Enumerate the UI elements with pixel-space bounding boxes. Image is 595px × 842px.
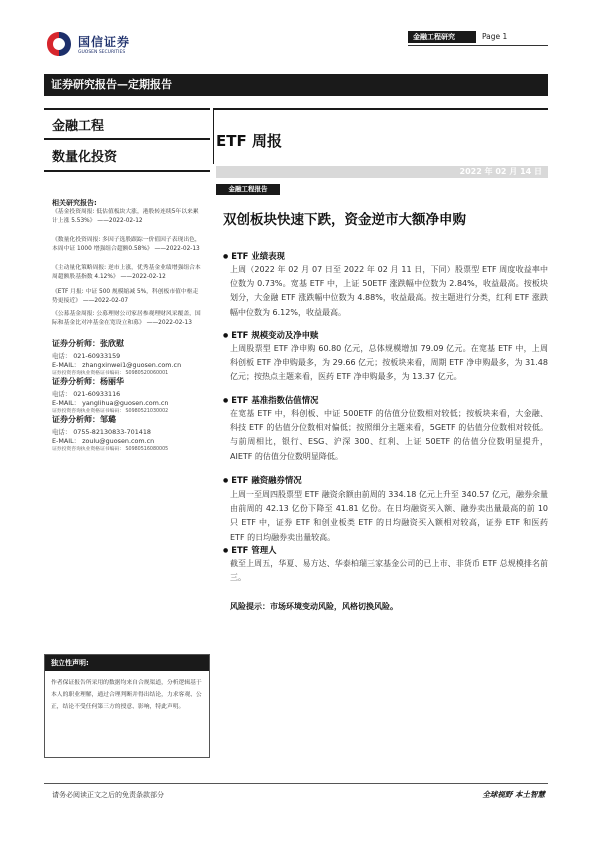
related-report[interactable]: 《基金投资周报: 低估值板块大涨，港股转连续5年以来累计上涨 5.53%》 ——2022-02-12 — [52, 209, 199, 224]
category-primary: 金融工程 — [52, 119, 105, 134]
header-tag: 金融工程研究 — [408, 31, 476, 43]
related-reports-heading: 相关研究报告: — [52, 199, 97, 207]
section-tag: 金融工程报告 — [216, 184, 280, 195]
section-heading-performance: ● ETF 业绩表现 — [223, 250, 285, 262]
related-report[interactable]: 《公募基金周报: 公募理财公司家居参观理财风采覆盖，国际和基金比对冲基金在宽设立和募》 ——2022-02-13 — [52, 311, 201, 326]
risk-warning: 风险提示：市场环境变动风险，风格切换风险。 — [230, 602, 398, 611]
section-body-performance: 上周（2022 年 02 月 07 日至 2022 年 02 月 11 日，下同）股票型 ETF 周度收益率中位数为 0.73%。宽基 ETF 中，上证 50ETF 涨跌幅中位数为 2.84%，收益最高。按板块划分，大金融 ETF 涨跌幅中位数为 4.88%，收益最高。按主题进行分类，红利 ETF 涨跌幅中位数为 6.12%，收益最高。 — [230, 265, 548, 317]
category-rule-middle — [44, 138, 210, 140]
section-body-valuation: 在宽基 ETF 中，科创板、中证 500ETF 的估值分位数相对较低；按板块来看，大金融、科技 ETF 的估值分位数相对偏低；按照细分主题来看，5GETF 的估值分位数相对较低。与前周相比，银行、ESG、沪深 300、红利、上证 50ETF 的估值分位数明显提升，AIETF 的估值分位数明显降低。 — [230, 409, 548, 461]
footer-divider — [44, 783, 548, 784]
report-date: 2022 年 02 月 14 日 — [459, 167, 542, 176]
analyst-phone: 电话： 021-60933116 — [52, 390, 121, 398]
company-logo — [44, 30, 144, 60]
section-heading-flows: ● ETF 规模变动及净申赎 — [223, 329, 318, 341]
banner-text: 证券研究报告—定期报告 — [51, 78, 172, 91]
section-heading-margin: ● ETF 融资融券情况 — [223, 474, 302, 486]
independence-statement-box — [44, 654, 210, 758]
logo-name-cn: 国信证券 — [78, 35, 131, 49]
date-band — [216, 166, 548, 178]
category-secondary: 数量化投资 — [52, 150, 118, 165]
title-divider — [213, 108, 214, 164]
report-title: ETF 周报 — [216, 132, 282, 150]
independence-statement-text: 作者保证报告所采用的数据均来自合规渠道，分析逻辑基于本人的职业理解，通过合理判断并得出结论，力求客观、公正，结论不受任何第三方的授意、影响，特此声明。 — [51, 680, 202, 710]
analyst-name: 证券分析师：张欣慰 — [52, 338, 124, 348]
header-divider — [408, 45, 548, 46]
footer-slogan: 全球视野 本土智慧 — [482, 790, 545, 799]
analyst-phone: 电话： 0755-82130833-701418 — [52, 428, 152, 436]
analyst-email[interactable]: E-MAIL： zhangxinwei1@guosen.com.cn — [52, 361, 182, 369]
related-report[interactable]: 《主动量化策略周报: 逆市上涨，优秀基金业绩增强组合本周超额股基指数 4.12%》 ——2022-02-12 — [52, 265, 201, 280]
logo-mark-icon — [44, 30, 74, 58]
analyst-email[interactable]: E-MAIL： yanglihua@guosen.com.cn — [52, 399, 169, 407]
analyst-cert: 证券投资咨询执业资格证书编码： S0980521030002 — [52, 409, 169, 414]
category-rule-bottom — [44, 170, 210, 172]
logo-name-en: GUOSEN SECURITIES — [78, 50, 126, 55]
section-heading-valuation: ● ETF 基准指数估值情况 — [223, 394, 318, 406]
section-body-margin: 上周一至周四股票型 ETF 融资余额由前周的 334.18 亿元上升至 340.57 亿元，融券余量由前周的 42.13 亿份下降至 41.81 亿份。在日均融资买入额、融券卖出量最高的前 10 只 ETF 中，证券 ETF 和创业板类 ETF 的日均融资买入额相对较高，证券 ETF 和医药 ETF 的日均融券卖出量较高。 — [230, 490, 548, 542]
section-body-managers: 截至上周五，华夏、易方达、华泰柏瑞三家基金公司的已上市、非货币 ETF 总规模排名前三。 — [230, 559, 548, 583]
section-heading-managers: ● ETF 管理人 — [223, 544, 276, 556]
page-number: Page 1 — [482, 32, 508, 41]
analyst-email[interactable]: E-MAIL： zoulu@guosen.com.cn — [52, 437, 155, 445]
report-type-banner — [44, 74, 548, 96]
related-report[interactable]: 《数量化投资周报: 多因子选股跟踪一价值因子表现出色，本周中证 1000 增强组合超额0.58%》 ——2022-02-13 — [52, 237, 201, 252]
footer-disclaimer-note: 请务必阅读正文之后的免责条款部分 — [52, 791, 164, 799]
analyst-name: 证券分析师：邹璐 — [52, 414, 116, 424]
page-header — [408, 31, 548, 43]
section-body-flows: 上周股票型 ETF 净申购 60.80 亿元，总体规模增加 79.09 亿元。在宽基 ETF 中，上周科创板 ETF 净申购最多，为 29.66 亿元；按板块来看，周期 ETF 净申购最多，为 31.48 亿元；按热点主题来看，医药 ETF 净申购最多，为 13.37 亿元。 — [230, 344, 548, 382]
title-rule-top — [213, 108, 548, 110]
analyst-phone: 电话： 021-60933159 — [52, 352, 121, 360]
related-report[interactable]: 《ETF 月报: 中证 500 规模缩减 5%，科创板市值中枢走势更接近》 ——2022-02-07 — [52, 289, 199, 304]
analyst-cert: 证券投资咨询执业资格证书编码： S0980516080005 — [52, 447, 169, 452]
category-rule-top — [44, 108, 210, 110]
main-title: 双创板块快速下跌，资金逆市大额净申购 — [223, 212, 466, 228]
analyst-cert: 证券投资咨询执业资格证书编码： S0980520060001 — [52, 371, 169, 376]
independence-statement-heading: 独立性声明: — [45, 655, 209, 671]
analyst-name: 证券分析师：杨丽华 — [52, 376, 124, 386]
